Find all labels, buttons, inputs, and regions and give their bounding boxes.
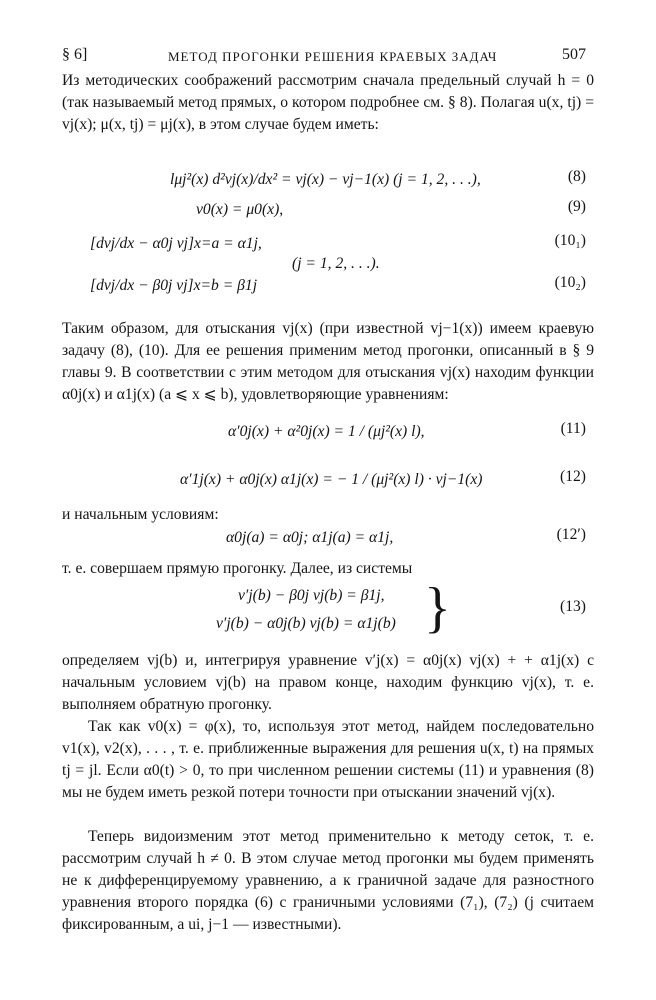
- equation-11: α′0j(x) + α²0j(x) = 1 / (μj²(x) l),: [228, 423, 425, 440]
- equation-13-first: v′j(b) − β0j vj(b) = β1j,: [238, 587, 385, 604]
- paragraph-initial-conditions: и начальным условиям:: [62, 506, 219, 523]
- equation-number-9: (9): [567, 198, 586, 215]
- equation-9: v0(x) = μ0(x),: [196, 201, 284, 218]
- equation-number-8: (8): [567, 168, 586, 185]
- header-section: § 6]: [62, 46, 88, 63]
- equation-number-12: (12): [560, 468, 586, 485]
- equation-number-11: (11): [560, 420, 586, 437]
- equation-12: α′1j(x) + α0j(x) α1j(x) = − 1 / (μj²(x) l) · vj−1(x): [180, 471, 483, 488]
- equation-number-12-prime: (12′): [556, 526, 586, 543]
- paragraph-backward-sweep: определяем vj(b) и, интегрируя уравнение v′j(x) = α0j(x) vj(x) + + α1j(x) с начальным условием vj(b) на правом конце, находим функцию vj(x), т. е. выполняем обратную прогонку.: [62, 652, 594, 713]
- paragraph-forward-sweep: т. е. совершаем прямую прогонку. Далее, из системы: [62, 560, 413, 577]
- equation-13-second: v′j(b) − α0j(b) vj(b) = α1j(b): [216, 615, 396, 632]
- running-title: МЕТОД ПРОГОНКИ РЕШЕНИЯ КРАЕВЫХ ЗАДАЧ: [168, 49, 498, 64]
- equation-10-2: [dvj/dx − β0j vj]x=b = β1j: [90, 277, 258, 294]
- right-brace-symbol: }: [424, 577, 451, 639]
- equation-number-10-2: (10₂): [554, 274, 586, 291]
- equation-number-13: (13): [560, 598, 586, 615]
- page-number: 507: [562, 46, 586, 63]
- equation-8: lμj²(x) d²vj(x)/dx² = vj(x) − vj−1(x) (j = 1, 2, . . .),: [170, 171, 481, 188]
- equation-12-prime: α0j(a) = α0j; α1j(a) = α1j,: [226, 529, 394, 546]
- paragraph-intro: Из методических соображений рассмотрим сначала предельный случай h = 0 (так называемый метод прямых, о котором подробнее см. § 8). Полагая u(x, tj) = vj(x); μ(x, tj) = μj(x), в этом случае будем иметь:: [62, 72, 594, 133]
- equation-number-10-1: (10₁): [554, 232, 586, 249]
- paragraph-lines-method: Так как v0(x) = φ(x), то, используя этот метод, найдем последовательно v1(x), v2(x), . . . , т. е. приближенные выражения для решения u(x, t) на прямых tj = jl. Если α0(t) > 0, то при численном решении системы (11) и уравнения (8) мы не будем иметь резкой потери точности при отыскании значений vj(x).: [62, 718, 594, 801]
- paragraph-grid-method: Теперь видоизменим этот метод применительно к методу сеток, т. е. рассмотрим случай h ≠ 0. В этом случае метод прогонки мы будем применять не к дифференцируемому уравнению, а к граничной задаче для разностного уравнения второго порядка (6) с граничными условиями (7₁), (7₂) (j считаем фиксированным, а ui, j−1 — известными).: [62, 828, 594, 933]
- paragraph-sweep-method: Таким образом, для отыскания vj(x) (при известной vj−1(x)) имеем краевую задачу (8), (10). Для ее решения применим метод прогонки, описанный в § 9 главы 9. В соответствии с этим методом для отыскания vj(x) находим функции α0j(x) и α1j(x) (a ⩽ x ⩽ b), удовлетворяющие уравнениям:: [62, 320, 594, 403]
- equation-10-1: [dvj/dx − α0j vj]x=a = α1j,: [90, 235, 262, 252]
- equation-10-j-range: (j = 1, 2, . . .).: [292, 255, 380, 272]
